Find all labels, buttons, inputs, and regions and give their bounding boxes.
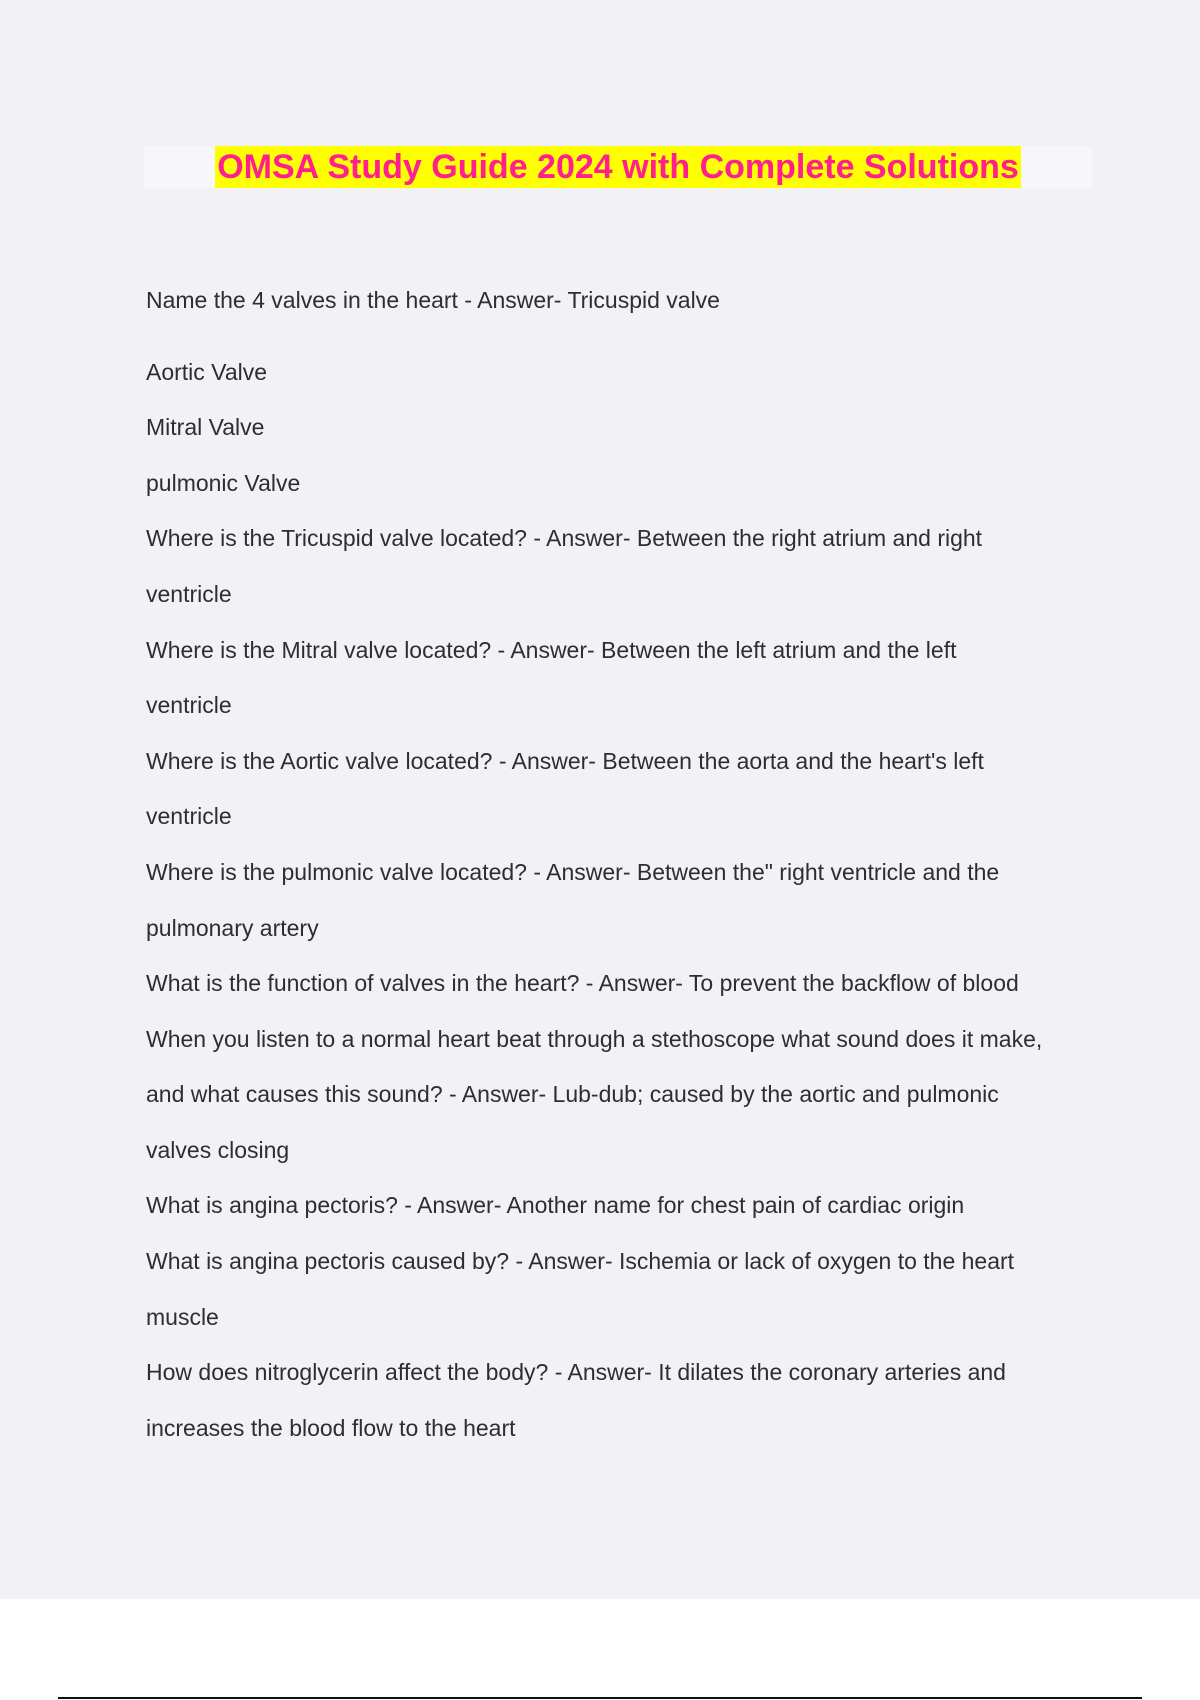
text-line: ventricle — [146, 692, 232, 718]
text-line: ventricle — [146, 581, 232, 607]
text-line: Where is the Aortic valve located? - Answer- Between the aorta and the heart's left — [146, 748, 984, 774]
text-line: increases the blood flow to the heart — [146, 1415, 516, 1441]
text-line: ventricle — [146, 803, 232, 829]
text-line: pulmonic Valve — [146, 470, 301, 496]
text-line: valves closing — [146, 1137, 290, 1163]
text-line: Where is the Tricuspid valve located? - Answer- Between the right atrium and right — [146, 525, 983, 551]
text-line: What is angina pectoris caused by? - Answer- Ischemia or lack of oxygen to the heart — [146, 1248, 1015, 1274]
text-line: When you listen to a normal heart beat through a stethoscope what sound does it make, — [146, 1026, 1043, 1052]
text-line: What is the function of valves in the heart? - Answer- To prevent the backflow of blood — [146, 970, 1019, 996]
text-line: pulmonary artery — [146, 915, 319, 941]
text-line: muscle — [146, 1304, 219, 1330]
text-line: Where is the Mitral valve located? - Answer- Between the left atrium and the left — [146, 637, 957, 663]
footer-divider — [58, 1697, 1142, 1699]
title-band — [144, 146, 1092, 188]
text-line: How does nitroglycerin affect the body? - Answer- It dilates the coronary arteries and — [146, 1359, 1006, 1385]
text-line: Where is the pulmonic valve located? - Answer- Between the" right ventricle and the — [146, 859, 1000, 885]
text-line: Mitral Valve — [146, 414, 265, 440]
text-line: and what causes this sound? - Answer- Lub-dub; caused by the aortic and pulmonic — [146, 1081, 999, 1107]
document-title: OMSA Study Guide 2024 with Complete Solutions — [217, 148, 1019, 186]
text-line: Aortic Valve — [146, 359, 268, 385]
text-line: Name the 4 valves in the heart - Answer- Tricuspid valve — [146, 287, 720, 313]
text-line: What is angina pectoris? - Answer- Another name for chest pain of cardiac origin — [146, 1192, 965, 1218]
